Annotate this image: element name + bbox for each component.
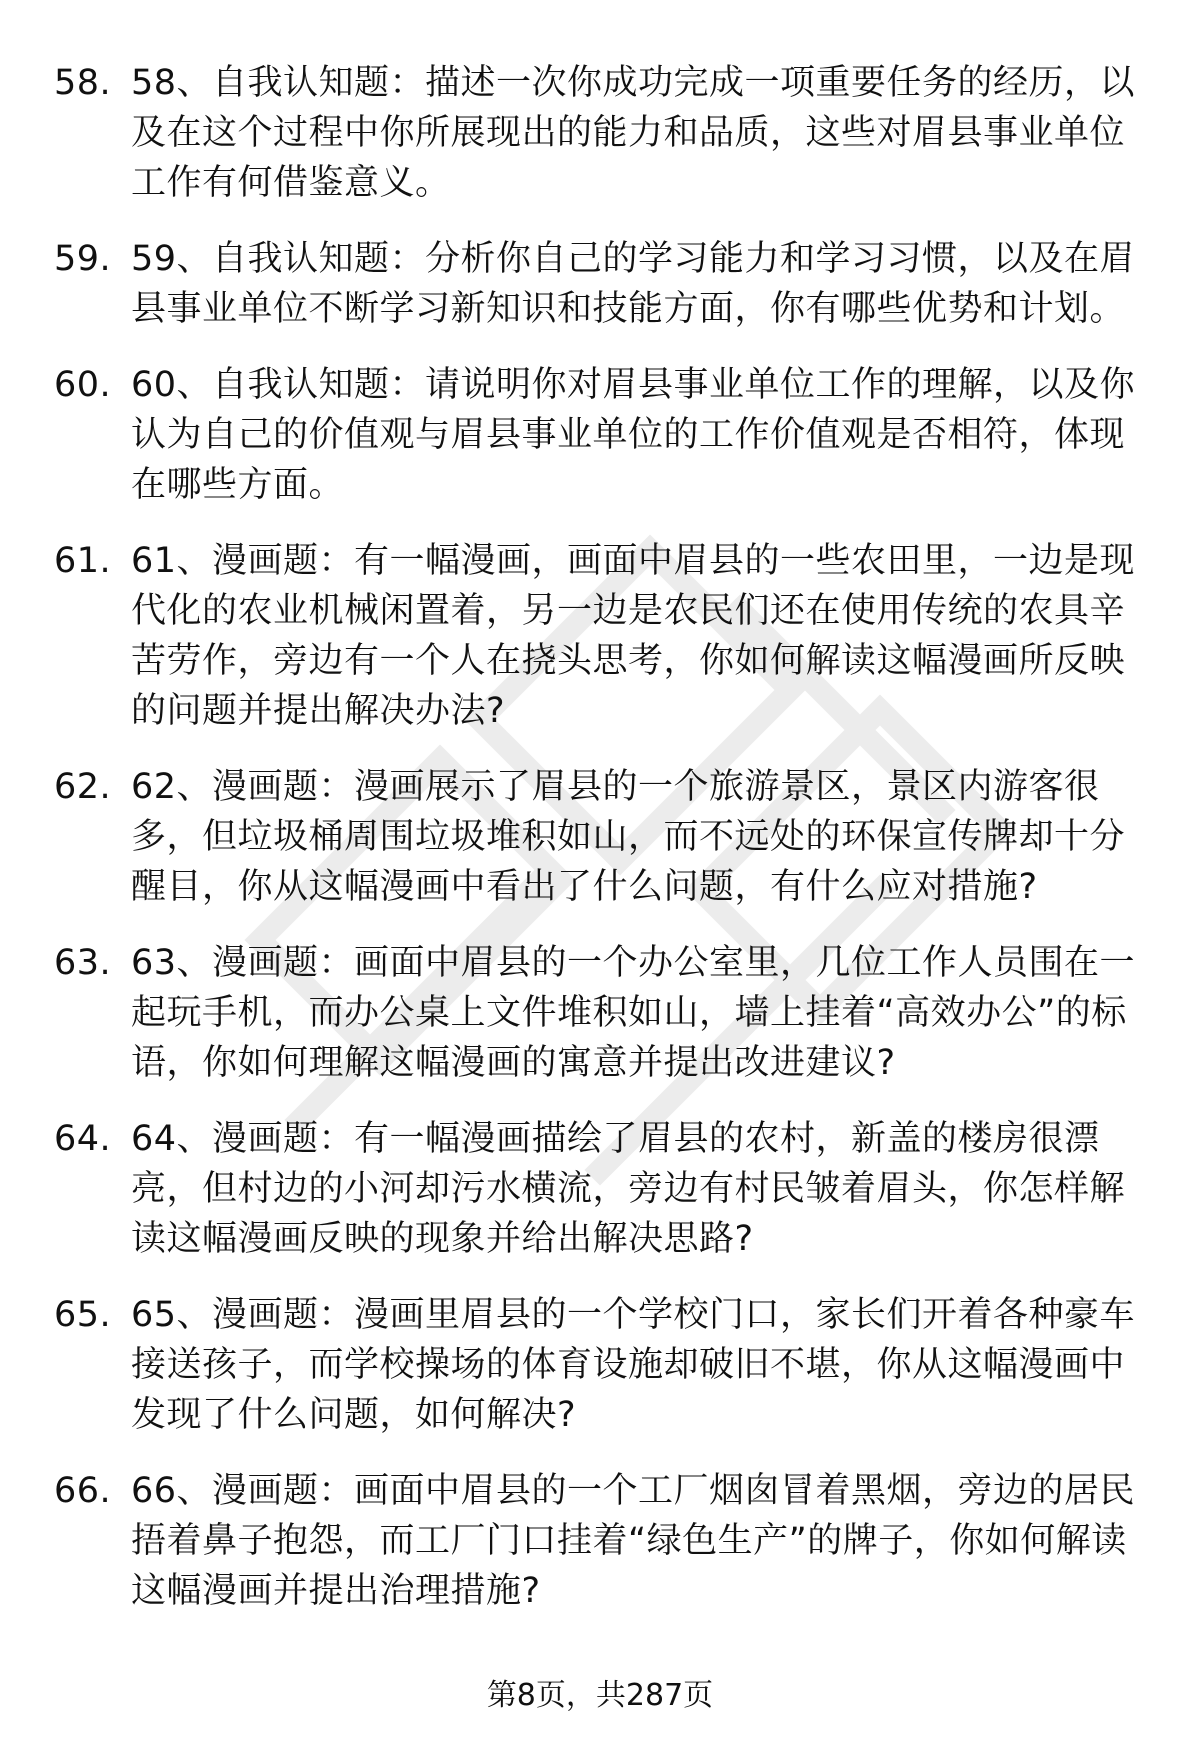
question-number: 61. xyxy=(54,541,112,581)
question-text: 61、漫画题：有一幅漫画，画面中眉县的一些农田里，一边是现代化的农业机械闲置着，另一边是农民们还在使用传统的农具辛苦劳作，旁边有一个人在挠头思考，你如何解读这幅漫画所反映的问题并提出解决办法? xyxy=(131,541,1136,731)
question-text: 59、自我认知题：分析你自己的学习能力和学习习惯，以及在眉县事业单位不断学习新知识和技能方面，你有哪些优势和计划。 xyxy=(131,239,1136,329)
question-item-63 xyxy=(0,938,1200,1088)
question-number: 58. xyxy=(54,63,112,103)
question-text: 64、漫画题：有一幅漫画描绘了眉县的农村，新盖的楼房很漂亮，但村边的小河却污水横流，旁边有村民皱着眉头，你怎样解读这幅漫画反映的现象并给出解决思路? xyxy=(131,1119,1126,1259)
question-text: 65、漫画题：漫画里眉县的一个学校门口，家长们开着各种豪车接送孩子，而学校操场的体育设施却破旧不堪，你从这幅漫画中发现了什么问题，如何解决? xyxy=(131,1295,1136,1435)
question-text: 63、漫画题：画面中眉县的一个办公室里，几位工作人员围在一起玩手机，而办公桌上文件堆积如山，墙上挂着“高效办公”的标语，你如何理解这幅漫画的寓意并提出改进建议? xyxy=(131,943,1136,1083)
question-number: 62. xyxy=(54,767,112,807)
question-number: 66. xyxy=(54,1471,112,1511)
question-text: 58、自我认知题：描述一次你成功完成一项重要任务的经历，以及在这个过程中你所展现出的能力和品质，这些对眉县事业单位工作有何借鉴意义。 xyxy=(131,63,1136,203)
page-footer xyxy=(0,1676,1200,1716)
question-text: 66、漫画题：画面中眉县的一个工厂烟囱冒着黑烟，旁边的居民捂着鼻子抱怨，而工厂门口挂着“绿色生产”的牌子，你如何解读这幅漫画并提出治理措施? xyxy=(131,1471,1136,1611)
question-number: 65. xyxy=(54,1295,112,1335)
question-number: 59. xyxy=(54,239,112,279)
question-item-59 xyxy=(0,234,1200,334)
question-item-62 xyxy=(0,762,1200,912)
question-text: 62、漫画题：漫画展示了眉县的一个旅游景区，景区内游客很多，但垃圾桶周围垃圾堆积如山，而不远处的环保宣传牌却十分醒目，你从这幅漫画中看出了什么问题，有什么应对措施? xyxy=(131,767,1126,907)
question-item-60 xyxy=(0,360,1200,510)
page-number-label: 第8页，共287页 xyxy=(486,1678,714,1713)
question-item-61 xyxy=(0,536,1200,736)
question-number: 60. xyxy=(54,365,112,405)
question-item-66 xyxy=(0,1466,1200,1616)
question-item-64 xyxy=(0,1114,1200,1264)
question-item-65 xyxy=(0,1290,1200,1440)
question-number: 63. xyxy=(54,943,112,983)
question-text: 60、自我认知题：请说明你对眉县事业单位工作的理解，以及你认为自己的价值观与眉县事业单位的工作价值观是否相符，体现在哪些方面。 xyxy=(131,365,1136,505)
question-list xyxy=(0,58,1200,1642)
question-number: 64. xyxy=(54,1119,112,1159)
question-item-58 xyxy=(0,58,1200,208)
